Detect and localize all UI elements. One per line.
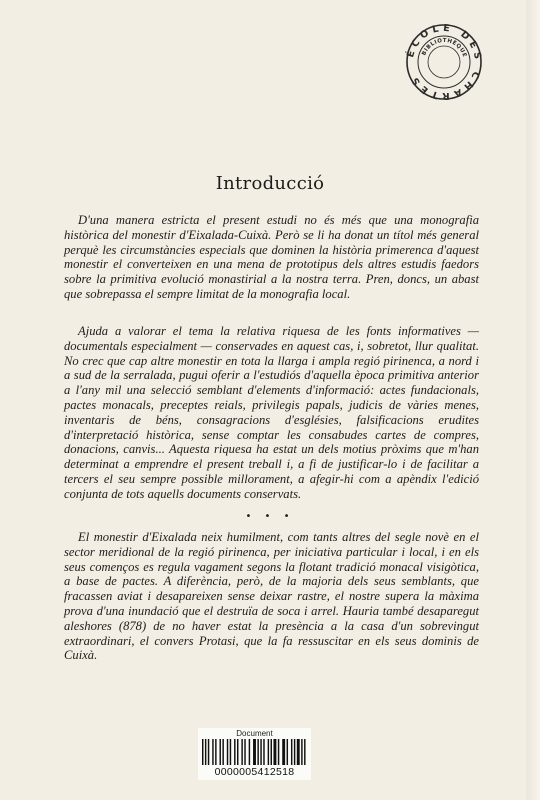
barcode-bar <box>273 739 276 765</box>
barcode-bar <box>215 739 216 765</box>
barcode-bar <box>237 739 238 765</box>
barcode-bar <box>294 739 295 765</box>
paragraph-1 <box>64 213 479 302</box>
barcode-bar <box>234 739 235 765</box>
barcode-bar <box>304 739 305 765</box>
barcode-label <box>198 728 311 780</box>
library-stamp <box>404 22 484 102</box>
paragraph-2-text: Ajuda a valorar el tema la relativa riquesa de les fonts informatives — documentals especialment — conservades en aquest cas, i, sobretot, llur qualitat. No crec que cap altre monestir en tota la llarga i ampla regió pirinenca, a nord i a sud de la serralada, pugui oferir a l'estudiós d'aquella època primitiva anterior a l'any mil una selecció semblant d'elements d'informació: actes fundacionals, pactes monacals, preceptes reials, privilegis papals, judicis de vàries menes, inventaris de béns, consagracions d'esglésies, falsificacions erudites d'interpretació històrica, sense comptar les consabudes cartes de compres, donacions, canvis... Aquesta riquesa ha estat un dels motius pròxims que m'han determinat a emprendre el present treball i, a fi de justificar-lo i de facilitar a tercers el seu sempre possible millorament, a afegir-hi com a apèndix l'edició conjunta de tots aquells documents conservats. <box>64 324 479 501</box>
barcode-bar <box>249 739 250 765</box>
barcode-title: Document <box>236 729 273 738</box>
library-stamp-seal <box>404 22 484 102</box>
barcode-bar <box>278 739 279 765</box>
barcode-bar <box>271 739 272 765</box>
barcode-bar <box>222 739 223 765</box>
barcode-bar <box>287 739 288 765</box>
barcode-bar <box>202 739 203 765</box>
barcode-bar <box>257 739 258 765</box>
page-edge <box>526 0 540 800</box>
barcode-bar <box>227 739 228 765</box>
barcode-bar <box>212 739 213 765</box>
barcode-bar <box>263 739 264 765</box>
barcode-bar <box>282 739 285 765</box>
paragraph-2 <box>64 324 479 502</box>
paragraph-3-text: El monestir d'Eixalada neix humilment, com tants altres del segle novè en el sector meridional de la regió pirinenca, per iniciativa particular i local, i en els seus començos es regula vagament segons la flotant tradició monacal visigòtica, a base de pactes. A diferència, però, de la majoria dels seus semblants, que fracassen aviat i desapareixen sense deixar rastre, el nostre supera la màxima prova d'una inundació que el destruïa de soca i arrel. Hauria també desaparegut aleshores (878) de no haver estat la presència a la casa d'un sobrevingut extraordinari, el convers Protasi, que la fa ressuscitar en els seus dominis de Cuixà. <box>64 530 479 663</box>
barcode-bar <box>241 739 242 765</box>
svg-text:ÉCOLE DES CHARTES: ÉCOLE DES CHARTES <box>405 22 484 102</box>
barcode-bar <box>205 739 206 765</box>
barcode-bar <box>268 739 269 765</box>
barcode-bar <box>253 739 256 765</box>
paragraph-1-text: D'una manera estricta el present estudi no és més que una monografia històrica del monestir d'Eixalada-Cuixà. Però se li ha donat un títol més general perquè les circumstàncies especials que dominen la història primerenca d'aquest monestir el converteixen en una mena de prototipus dels altres estudis faedors sobre la primitiva evolució monastirial a la nostra terra. Pren, doncs, un abast que sobrepassa el sempre limitat de la monografia local. <box>64 213 479 301</box>
page-title: Introducció <box>215 173 325 194</box>
barcode-bar <box>208 739 209 765</box>
barcode-bar <box>244 739 245 765</box>
svg-text:BIBLIOTHÈQUE: BIBLIOTHÈQUE <box>421 37 468 59</box>
barcode-bar <box>301 739 302 765</box>
barcode-bar <box>220 739 221 765</box>
barcode-bar <box>297 739 300 765</box>
section-separator: • • • <box>245 511 295 522</box>
barcode-bar <box>291 739 292 765</box>
barcode-number: 0000005412518 <box>214 766 295 778</box>
barcode-image <box>202 739 307 765</box>
barcode-bar <box>230 739 231 765</box>
barcode-bar <box>260 739 261 765</box>
paragraph-3 <box>64 530 479 663</box>
